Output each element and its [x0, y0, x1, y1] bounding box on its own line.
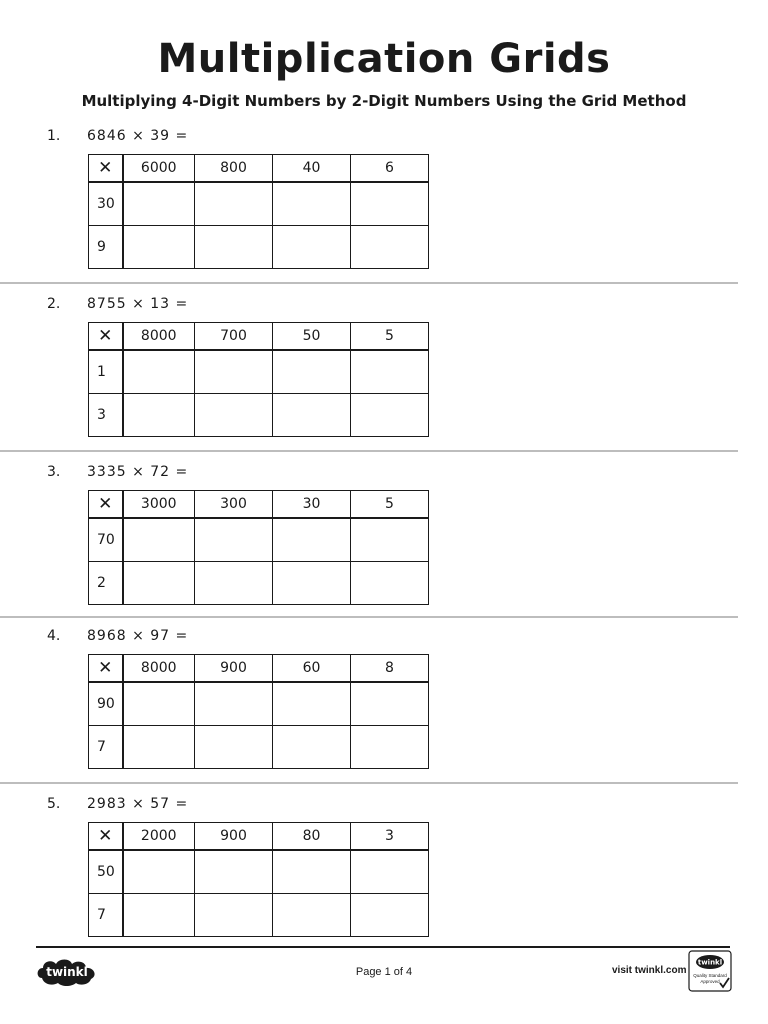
visit-link[interactable]: visit twinkl.com [612, 965, 687, 976]
answer-cell[interactable] [195, 726, 273, 769]
answer-cell[interactable] [123, 850, 195, 894]
grid-row [89, 562, 429, 605]
grid-column-header: 8000 [123, 323, 195, 351]
grid-row [89, 682, 429, 726]
page-title: Multiplication Grids [157, 36, 611, 82]
grid-row [89, 518, 429, 562]
grid-header-row [89, 823, 429, 851]
answer-cell[interactable] [195, 226, 273, 269]
logo-text: twinkl [46, 965, 88, 979]
badge-brand-text: twinkl [697, 958, 723, 967]
answer-cell[interactable] [351, 350, 429, 394]
grid-column-header: 800 [195, 155, 273, 183]
answer-cell[interactable] [351, 226, 429, 269]
question-problem: 2983 × 57 = [87, 796, 189, 812]
answer-cell[interactable] [273, 894, 351, 937]
grid-column-header: 8000 [123, 655, 195, 683]
answer-cell[interactable] [273, 394, 351, 437]
answer-cell[interactable] [273, 726, 351, 769]
answer-cell[interactable] [195, 394, 273, 437]
grid-column-header: 5 [351, 323, 429, 351]
question-3 [0, 464, 768, 624]
multiplication-grid [88, 322, 429, 437]
section-divider [0, 282, 738, 284]
answer-cell[interactable] [351, 894, 429, 937]
grid-header-row [89, 155, 429, 183]
grid-row-header: 70 [89, 518, 123, 562]
section-divider [0, 616, 738, 618]
grid-column-header: 30 [273, 491, 351, 519]
answer-cell[interactable] [195, 562, 273, 605]
answer-cell[interactable] [273, 850, 351, 894]
answer-cell[interactable] [351, 682, 429, 726]
grid-column-header: 2000 [123, 823, 195, 851]
grid-row [89, 350, 429, 394]
multiplication-grid [88, 154, 429, 269]
answer-cell[interactable] [273, 682, 351, 726]
grid-column-header: 900 [195, 823, 273, 851]
question-number: 1. [47, 128, 61, 144]
answer-cell[interactable] [273, 226, 351, 269]
answer-cell[interactable] [351, 394, 429, 437]
grid-row-header: 2 [89, 562, 123, 605]
answer-cell[interactable] [195, 850, 273, 894]
question-number: 4. [47, 628, 61, 644]
answer-cell[interactable] [351, 726, 429, 769]
grid-row-header: 3 [89, 394, 123, 437]
answer-cell[interactable] [123, 226, 195, 269]
answer-cell[interactable] [351, 518, 429, 562]
answer-cell[interactable] [123, 182, 195, 226]
question-4 [0, 628, 768, 788]
page-subtitle: Multiplying 4-Digit Numbers by 2-Digit Numbers Using the Grid Method [81, 92, 687, 110]
grid-row-header: 50 [89, 850, 123, 894]
question-number: 3. [47, 464, 61, 480]
answer-cell[interactable] [273, 518, 351, 562]
answer-cell[interactable] [195, 350, 273, 394]
section-divider [0, 450, 738, 452]
grid-row [89, 850, 429, 894]
footer-rule [36, 946, 730, 948]
answer-cell[interactable] [273, 350, 351, 394]
answer-cell[interactable] [273, 562, 351, 605]
grid-column-header: 5 [351, 491, 429, 519]
grid-row [89, 726, 429, 769]
grid-column-header: 60 [273, 655, 351, 683]
quality-badge [688, 950, 732, 992]
multiply-icon: ✕ [89, 823, 123, 851]
grid-column-header: 8 [351, 655, 429, 683]
multiplication-grid [88, 822, 429, 937]
grid-row [89, 226, 429, 269]
grid-column-header: 50 [273, 323, 351, 351]
answer-cell[interactable] [123, 518, 195, 562]
grid-header-row [89, 323, 429, 351]
grid-row [89, 394, 429, 437]
answer-cell[interactable] [273, 182, 351, 226]
answer-cell[interactable] [351, 182, 429, 226]
multiplication-grid [88, 654, 429, 769]
question-problem: 8755 × 13 = [87, 296, 189, 312]
grid-row-header: 30 [89, 182, 123, 226]
grid-column-header: 3 [351, 823, 429, 851]
question-number: 5. [47, 796, 61, 812]
grid-row [89, 894, 429, 937]
grid-row-header: 9 [89, 226, 123, 269]
answer-cell[interactable] [195, 518, 273, 562]
badge-line2-text: Approved [700, 979, 720, 984]
answer-cell[interactable] [123, 682, 195, 726]
grid-column-header: 300 [195, 491, 273, 519]
answer-cell[interactable] [351, 562, 429, 605]
grid-header-row [89, 655, 429, 683]
question-problem: 3335 × 72 = [87, 464, 189, 480]
section-divider [0, 782, 738, 784]
grid-row-header: 7 [89, 894, 123, 937]
question-2 [0, 296, 768, 456]
question-1 [0, 128, 768, 288]
multiply-icon: ✕ [89, 491, 123, 519]
answer-cell[interactable] [123, 350, 195, 394]
page-number: Page 1 of 4 [355, 966, 413, 978]
grid-row-header: 1 [89, 350, 123, 394]
answer-cell[interactable] [123, 894, 195, 937]
answer-cell[interactable] [195, 894, 273, 937]
grid-column-header: 6000 [123, 155, 195, 183]
answer-cell[interactable] [123, 394, 195, 437]
multiply-icon: ✕ [89, 155, 123, 183]
grid-column-header: 3000 [123, 491, 195, 519]
grid-row-header: 90 [89, 682, 123, 726]
answer-cell[interactable] [351, 850, 429, 894]
multiply-icon: ✕ [89, 323, 123, 351]
grid-row [89, 182, 429, 226]
grid-column-header: 6 [351, 155, 429, 183]
multiply-icon: ✕ [89, 655, 123, 683]
grid-column-header: 40 [273, 155, 351, 183]
badge-line1-text: Quality Standard [693, 973, 727, 978]
question-problem: 8968 × 97 = [87, 628, 189, 644]
grid-column-header: 700 [195, 323, 273, 351]
question-5 [0, 796, 768, 956]
answer-cell[interactable] [123, 726, 195, 769]
question-number: 2. [47, 296, 61, 312]
answer-cell[interactable] [195, 682, 273, 726]
grid-column-header: 80 [273, 823, 351, 851]
answer-cell[interactable] [123, 562, 195, 605]
grid-header-row [89, 491, 429, 519]
multiplication-grid [88, 490, 429, 605]
grid-row-header: 7 [89, 726, 123, 769]
question-problem: 6846 × 39 = [87, 128, 189, 144]
grid-column-header: 900 [195, 655, 273, 683]
answer-cell[interactable] [195, 182, 273, 226]
